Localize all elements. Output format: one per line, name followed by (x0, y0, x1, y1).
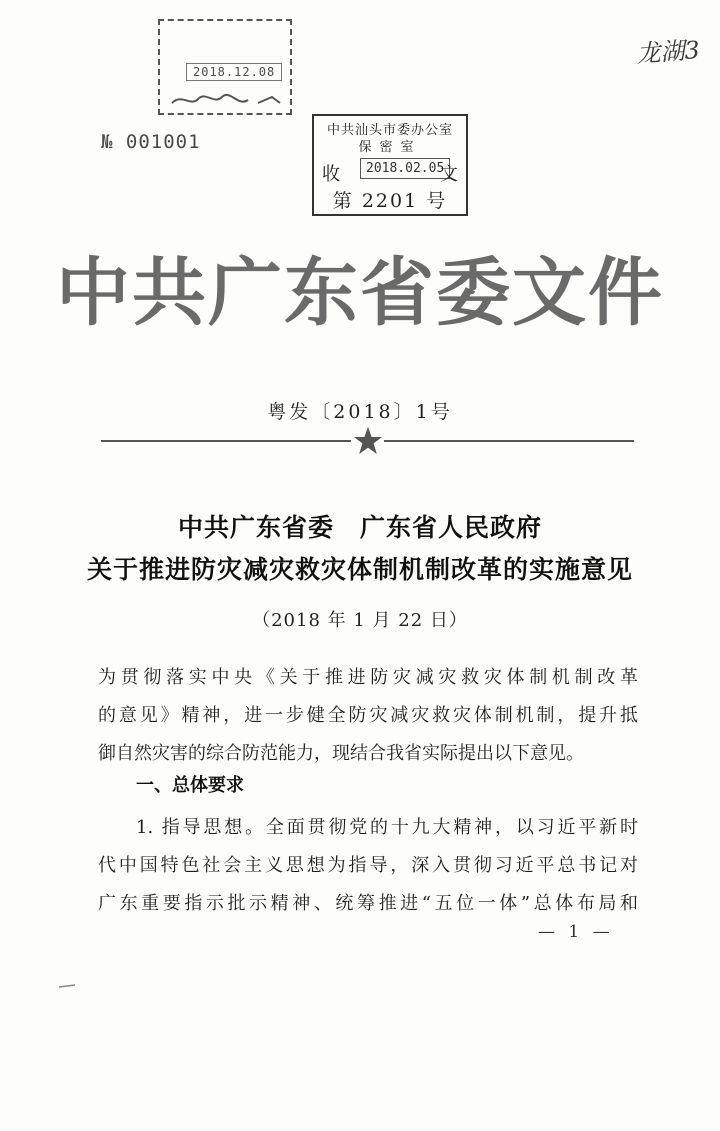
page-number: — 1 — (538, 922, 614, 942)
registry-stamp-doc-label: 文 (440, 164, 458, 185)
registry-stamp-office: 中共汕头市委办公室 (326, 123, 453, 138)
received-stamp (158, 19, 292, 115)
intro-paragraph-line: 的意见》精神，进一步健全防灾减灾救灾体制机制，提升抵 (98, 705, 638, 726)
registry-stamp-room: 保密室 (358, 140, 422, 155)
registry-stamp-number: 第 2201 号 (332, 190, 448, 212)
received-stamp-date: 2018.12.08 (186, 63, 282, 81)
registry-stamp (312, 114, 468, 216)
document-date: （2018 年 1 月 22 日） (252, 610, 468, 631)
section-paragraph-line: 代中国特色社会主义思想为指导，深入贯彻习近平总书记对 (98, 855, 638, 876)
issuer-title: 中共广东省委文件 (56, 250, 664, 336)
stamp-signature-scrawl (168, 91, 286, 109)
issue-number: 粤发〔2018〕1号 (267, 401, 453, 423)
scan-speck (58, 983, 76, 989)
handwritten-note: 龙湖3 (635, 35, 701, 69)
section-heading: 一、总体要求 (136, 775, 244, 796)
separator-rule-right (384, 440, 634, 442)
document-heading-line2: 关于推进防灾减灾救灾体制机制改革的实施意见 (86, 555, 633, 584)
section-paragraph-line: 广东重要指示批示精神、统筹推进“五位一体”总体布局和 (98, 893, 638, 914)
document-serial-number: № 001001 (101, 131, 201, 153)
intro-paragraph-line: 为贯彻落实中央《关于推进防灾减灾救灾体制机制改革 (98, 667, 638, 688)
registry-stamp-receive-label: 收 (322, 164, 340, 185)
separator-rule-left (101, 440, 351, 442)
star-icon (352, 425, 384, 457)
section-paragraph-line: 1. 指导思想。全面贯彻党的十九大精神，以习近平新时 (136, 817, 638, 838)
document-heading-line1: 中共广东省委 广东省人民政府 (177, 513, 542, 542)
registry-stamp-date: 2018.02.05 (360, 158, 450, 179)
intro-paragraph-line: 御自然灾害的综合防范能力，现结合我省实际提出以下意见。 (98, 743, 584, 764)
